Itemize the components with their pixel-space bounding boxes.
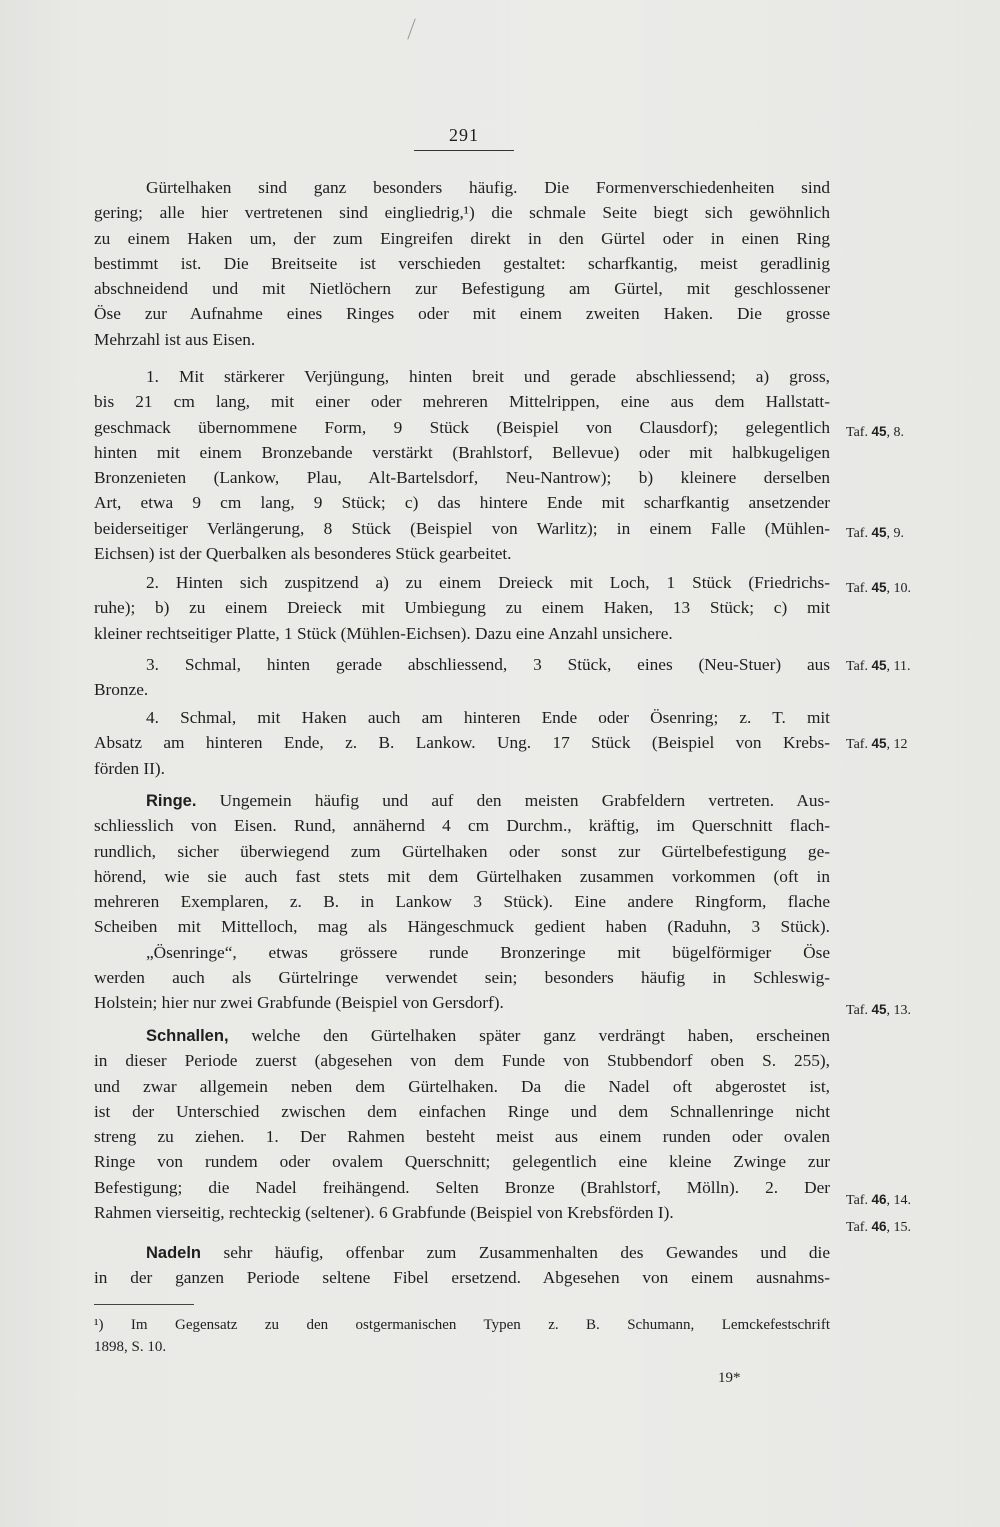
footnote-rule [94,1304,194,1305]
stray-pencil-mark [407,18,415,39]
page-number-rule [414,150,514,151]
text-line: bestimmt ist. Die Breitseite ist verschieden gestaltet: scharfkantig, meist geradlinig [94,253,830,273]
section-heading-ringe: Ringe. [146,792,197,810]
text-line: bis 21 cm lang, mit einer oder mehreren Mittelrippen, eine aus dem Hallstatt- [94,392,830,412]
margin-plate-ref: Taf. 45, 12 [846,736,908,752]
footnote-line: ¹) Im Gegensatz zu den ostgermanischen Typen z. B. Schumann, Lemckefestschrift [94,1317,830,1333]
section-ringe [94,788,830,1016]
margin-plate-ref: Taf. 46, 14. [846,1192,911,1208]
margin-plate-ref: Taf. 45, 11. [846,658,911,674]
text-line: abschneidend und mit Nietlöchern zur Befestigung am Gürtel, mit geschlossener [94,279,830,299]
text-line: Ringe. Ungemein häufig und auf den meisten Grabfeldern vertreten. Aus- [146,791,830,810]
text-line: Ringe von rundem oder ovalem Querschnitt; gelegentlich eine kleine Zwinge zur [94,1152,830,1172]
text-line: schliesslich von Eisen. Rund, annähernd 4 cm Durchm., kräftig, im Querschnitt flach- [94,816,830,836]
text-line: gering; alle hier vertretenen sind eingliedrig,¹) die schmale Seite biegt sich gewöhnlich [94,203,830,223]
margin-plate-ref: Taf. 45, 9. [846,525,904,541]
section-heading-nadeln: Nadeln [146,1244,202,1262]
text-line: Nadeln sehr häufig, offenbar zum Zusammenhalten des Gewandes und die [146,1243,830,1262]
text-line: kleiner rechtseitiger Platte, 1 Stück (Mühlen-Eichsen). Dazu eine Anzahl unsichere. [94,623,673,643]
list-item-3 [94,652,830,703]
text-line: in der ganzen Periode seltene Fibel ersetzend. Abgesehen von einem ausnahms- [94,1268,830,1288]
text-line: und zwar allgemein neben dem Gürtelhaken. Da die Nadel oft abgerostet ist, [94,1076,830,1096]
text-line: Schnallen, welche den Gürtelhaken später ganz verdrängt haben, erscheinen [146,1026,830,1045]
text-line: Art, etwa 9 cm lang, 9 Stück; c) das hintere Ende mit scharfkantig ansetzender [94,493,830,513]
text-line: Öse zur Aufnahme eines Ringes oder mit einem zweiten Haken. Die grosse [94,304,830,324]
footnote [94,1314,830,1358]
text-line: Gürtelhaken sind ganz besonders häufig. Die Formenverschiedenheiten sind [146,178,830,197]
text-line: geschmack übernommene Form, 9 Stück (Beispiel von Clausdorf); gelegentlich [94,417,830,437]
text-line: werden auch als Gürtelringe verwendet sein; besonders häufig in Schleswig- [94,968,830,988]
signature-mark: 19* [718,1370,741,1386]
text-line: Absatz am hinteren Ende, z. B. Lankow. Ung. 17 Stück (Beispiel von Krebs- [94,733,830,753]
text-line: Holstein; hier nur zwei Grabfunde (Beispiel von Gersdorf). [94,993,504,1013]
text-line: hinten mit einem Bronzebande verstärkt (Brahlstorf, Bellevue) oder mit halbkugeligen [94,442,830,462]
text-line: ist der Unterschied zwischen dem einfachen Ringe und dem Schnallenringe nicht [94,1101,830,1121]
text-line: streng zu ziehen. 1. Der Rahmen besteht meist aus einem runden oder ovalen [94,1127,830,1147]
section-nadeln [94,1240,830,1291]
text-line: Rahmen vierseitig, rechteckig (seltener). 6 Grabfunde (Beispiel von Krebsförden I). [94,1203,674,1223]
text-line: 1. Mit stärkerer Verjüngung, hinten breit und gerade abschliessend; a) gross, [146,367,830,386]
margin-plate-ref: Taf. 46, 15. [846,1219,911,1235]
text-line: 2. Hinten sich zuspitzend a) zu einem Dreieck mit Loch, 1 Stück (Friedrichs- [146,573,830,592]
text-line: ruhe); b) zu einem Dreieck mit Umbiegung zu einem Haken, 13 Stück; c) mit [94,598,830,618]
text-line: Befestigung; die Nadel freihängend. Selten Bronze (Brahlstorf, Mölln). 2. Der [94,1177,830,1197]
page-number: 291 [449,125,479,145]
list-item-2 [94,570,830,646]
text-line: 3. Schmal, hinten gerade abschliessend, 3 Stück, eines (Neu-Stuer) aus [146,655,830,674]
text-line: mehreren Exemplaren, z. B. in Lankow 3 Stück). Eine andere Ringform, flache [94,892,830,912]
margin-plate-ref: Taf. 45, 13. [846,1002,911,1018]
margin-plate-ref: Taf. 45, 10. [846,580,911,596]
text-line: in dieser Periode zuerst (abgesehen von dem Funde von Stubbendorf oben S. 255), [94,1051,830,1071]
section-schnallen [94,1023,830,1225]
text-line: Eichsen) ist der Querbalken als besonderes Stück gearbeitet. [94,544,512,564]
text-line: hörend, wie sie auch fast stets mit dem Gürtelhaken zusammen vorkommen (oft in [94,866,830,886]
text-line: Mehrzahl ist aus Eisen. [94,329,256,349]
text-line: zu einem Haken um, der zum Eingreifen direkt in den Gürtel oder in einen Ring [94,228,830,248]
text-line: Bronzenieten (Lankow, Plau, Alt-Bartelsdorf, Neu-Nantrow); b) kleinere derselben [94,468,830,488]
text-line: Bronze. [94,680,149,700]
paragraph-guertelhaken [94,175,830,352]
text-line: förden II). [94,758,166,778]
list-item-1 [94,364,830,566]
text-line: beiderseitiger Verlängerung, 8 Stück (Beispiel von Warlitz); in einem Falle (Mühlen- [94,518,830,538]
text-line: rundlich, sicher überwiegend zum Gürtelhaken oder sonst zur Gürtelbefestigung ge- [94,841,830,861]
margin-plate-ref: Taf. 45, 8. [846,424,904,440]
text-line: „Ösenringe“, etwas grössere runde Bronzeringe mit bügelförmiger Öse [146,942,830,962]
text-line: 4. Schmal, mit Haken auch am hinteren Ende oder Ösenring; z. T. mit [146,708,830,727]
text-line: Scheiben mit Mittelloch, mag als Hängeschmuck gedient haben (Raduhn, 3 Stück). [94,917,830,937]
footnote-line: 1898, S. 10. [94,1339,167,1355]
section-heading-schnallen: Schnallen, [146,1027,229,1045]
list-item-4 [94,705,830,781]
